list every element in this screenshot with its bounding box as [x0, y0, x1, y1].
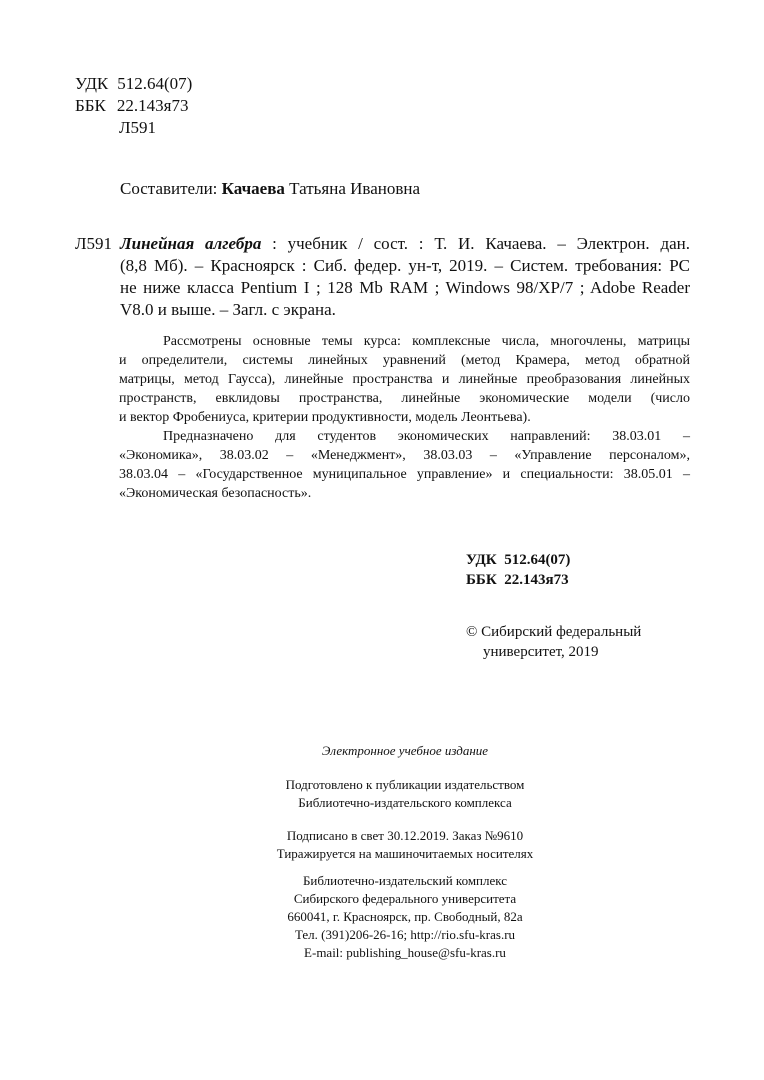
- publisher-address: 660041, г. Красноярск, пр. Свободный, 82а: [287, 909, 523, 924]
- signed-line-1: Подписано в свет 30.12.2019. Заказ №9610: [286, 828, 524, 843]
- edition-type: Электронное учебное издание: [321, 743, 489, 758]
- compiler-surname: Качаева: [221, 179, 285, 198]
- abstract-p1-line-5: и вектор Фробениуса, критерии продуктивности, модель Леонтьева).: [119, 410, 531, 425]
- abstract-p1-line-3: матрицы, метод Гаусса), линейные пространства и линейные преобразования линейных: [119, 372, 690, 387]
- bbk-label: ББК: [75, 96, 106, 115]
- abstract-p2-line-1: Предназначено для студентов экономических направлений: 38.03.01 –: [163, 429, 690, 444]
- author-mark: Л591: [119, 118, 157, 137]
- biblio-line-4: V8.0 и выше. – Загл. с экрана.: [120, 300, 336, 319]
- compiler-name: Татьяна Ивановна: [284, 179, 421, 198]
- abstract-p1-line-4: пространств, евклидовы пространства, линейные экономические модели (число: [119, 391, 690, 406]
- biblio-line-1: Линейная алгебра : учебник / сост. : Т. И. Качаева. – Электрон. дан.: [120, 234, 690, 253]
- right-bbk: ББК 22.143я73: [466, 572, 569, 588]
- abstract-p2-line-2: «Экономика», 38.03.02 – «Менеджмент», 38.03.03 – «Управление персоналом»,: [119, 448, 690, 463]
- publisher-phone-web: Тел. (391)206-26-16; http://rio.sfu-kras.ru: [294, 927, 516, 942]
- bbk-value: 22.143я73: [116, 96, 189, 115]
- biblio-record: [120, 233, 690, 321]
- prepared-line-2: Библиотечно-издательского комплекса: [298, 795, 512, 810]
- compilers-line: [120, 178, 420, 200]
- udk-line: [75, 73, 192, 95]
- publisher-line-2: Сибирского федерального университета: [293, 891, 517, 906]
- right-udk: УДК 512.64(07): [466, 552, 571, 568]
- compilers-label: Составители:: [120, 179, 218, 198]
- prepared-line-1: Подготовлено к публикации издательством: [285, 777, 525, 792]
- classification-codes: [75, 73, 192, 139]
- publisher-block: [200, 872, 610, 962]
- udk-value: 512.64(07): [117, 74, 193, 93]
- udk-label: УДК: [75, 74, 109, 93]
- copyright-line-1: © Сибирский федеральный: [466, 624, 642, 640]
- copyright-line-2: университет, 2019: [483, 644, 599, 660]
- abstract-p1-line-2: и определители, системы линейных уравнений (метод Крамера, метод обратной: [119, 353, 690, 368]
- biblio-line-2: (8,8 Мб). – Красноярск : Сиб. федер. ун-т, 2019. – Систем. требования: PC: [120, 256, 690, 275]
- biblio-mark: Л591: [75, 234, 113, 253]
- signed-line-2: Тиражируется на машиночитаемых носителях: [276, 846, 534, 861]
- copyright: [466, 622, 641, 662]
- abstract-p2-line-4: «Экономическая безопасность».: [119, 486, 312, 501]
- signed-block: [200, 827, 610, 863]
- bbk-line: [75, 95, 192, 117]
- prepared-block: [200, 776, 610, 812]
- biblio-line-3: не ниже класса Pentium I ; 128 Mb RAM ; Windows 98/XP/7 ; Adobe Reader: [120, 278, 690, 297]
- abstract-p1-line-1: Рассмотрены основные темы курса: комплексные числа, многочлены, матрицы: [163, 334, 690, 349]
- right-codes: [466, 550, 570, 590]
- publisher-email: E-mail: publishing_house@sfu-kras.ru: [304, 945, 506, 960]
- abstract-p2-line-3: 38.03.04 – «Государственное муниципальное управление» и специальности: 38.05.01 –: [119, 467, 690, 482]
- publisher-line-1: Библиотечно-издательский комплекс: [302, 873, 508, 888]
- book-title: Линейная алгебра: [120, 234, 262, 253]
- abstract: [119, 332, 690, 503]
